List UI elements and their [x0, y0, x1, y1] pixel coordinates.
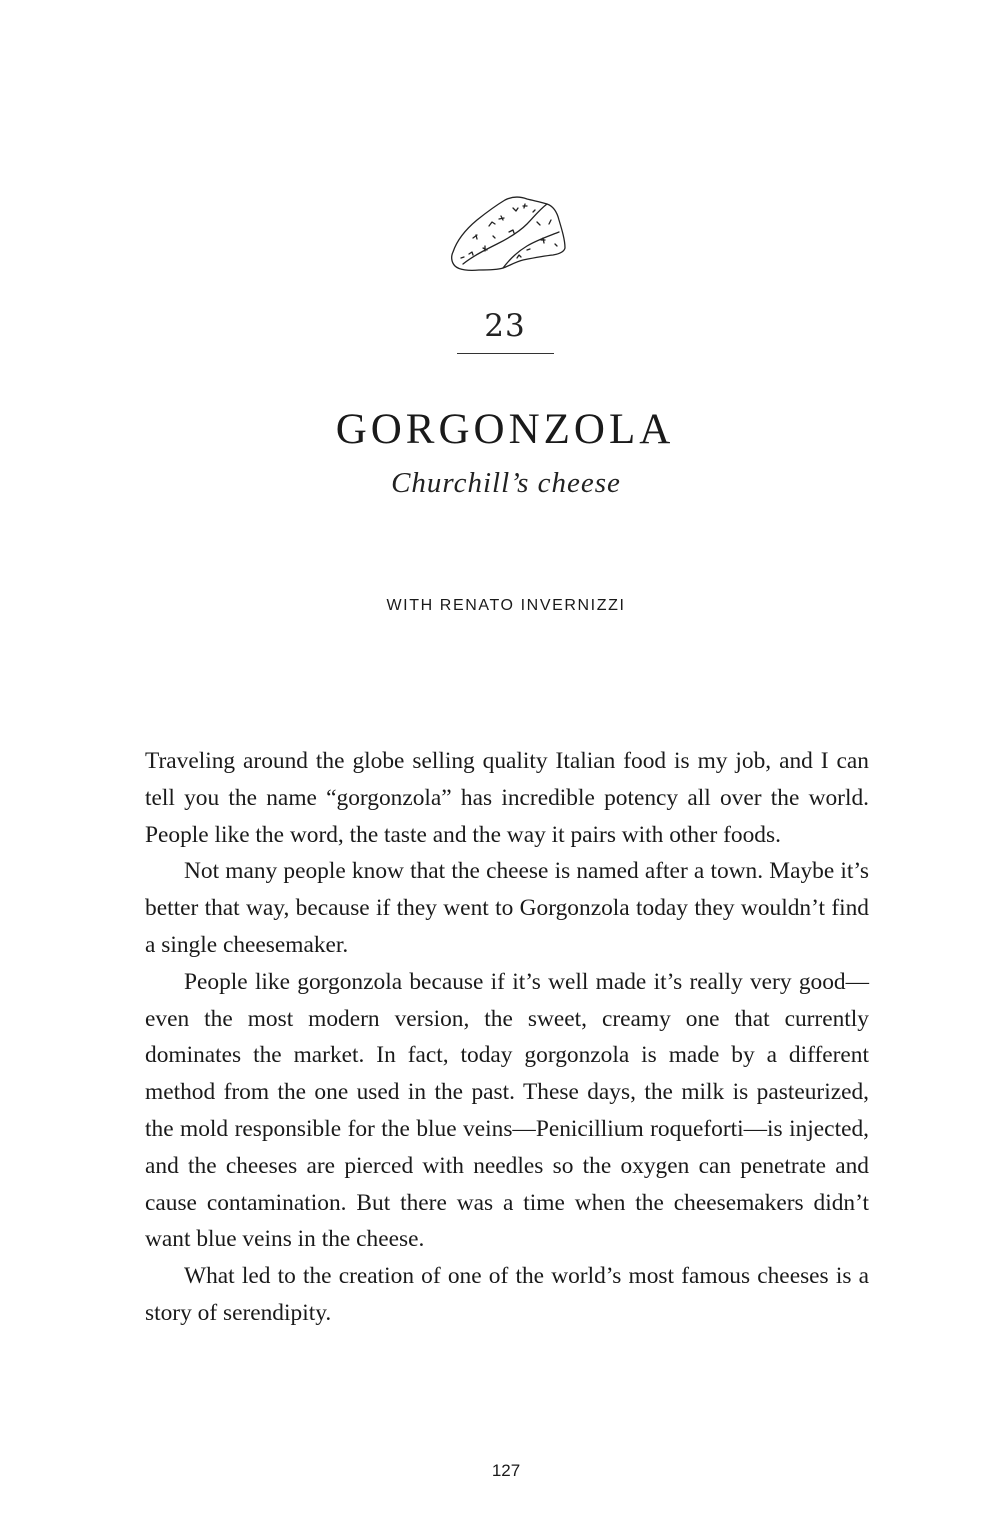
- paragraph: Not many people know that the cheese is named after a town. Maybe it’s better that way, because if they went to Gorgonzola today they wouldn’t find a single cheesemaker.: [145, 858, 869, 958]
- body-text: [145, 743, 869, 1332]
- chapter-divider: [457, 353, 554, 354]
- paragraph: People like gorgonzola because if it’s well made it’s really very good—even the most modern version, the sweet, creamy one that currently dominates the market. In fact, today gorgonzola is made by a different method from the one used in the past. These days, the milk is pasteurized, the mold responsible for the blue veins—Penicillium roqueforti—is injected, and the cheeses are pierced with needles so the oxygen can penetrate and cause contamination. But there was a time when the cheesemakers didn’t want blue veins in the cheese.: [145, 968, 869, 1253]
- chapter-subtitle: Churchill’s cheese: [391, 467, 621, 499]
- paragraph: Traveling around the globe selling quality Italian food is my job, and I can tell you the name “gorgonzola” has incredible potency all over the world. People like the word, the taste and the way it pairs with other foods.: [145, 748, 869, 848]
- chapter-title: GORGONZOLA: [335, 406, 675, 453]
- paragraph: What led to the creation of one of the world’s most famous cheeses is a story of serendipity.: [145, 1263, 869, 1326]
- cheese-wedge-icon: [443, 192, 569, 276]
- chapter-byline: WITH RENATO INVERNIZZI: [386, 597, 626, 614]
- page-number: 127: [491, 1461, 521, 1480]
- chapter-number: 23: [484, 308, 526, 344]
